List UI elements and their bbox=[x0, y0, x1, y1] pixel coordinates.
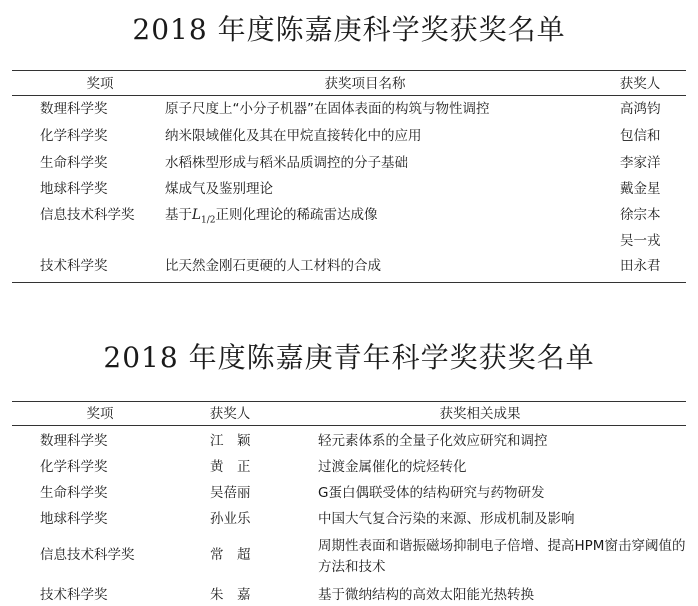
table1-winner: 徐宗本 bbox=[620, 207, 661, 223]
table1-title: 2018 年度陈嘉庚科学奖获奖名单 bbox=[132, 13, 566, 46]
table2-winner: 吴蓓丽 bbox=[210, 485, 251, 501]
table2-header-rule bbox=[12, 425, 686, 426]
table2-award: 化学科学奖 bbox=[40, 459, 108, 475]
table1-header-award: 奖项 bbox=[86, 76, 114, 92]
table1-header-winner: 获奖人 bbox=[619, 76, 661, 92]
table1-winner: 李家洋 bbox=[620, 155, 661, 171]
table1-project: 原子尺度上“小分子机器”在固体表面的构筑与物性调控 bbox=[165, 101, 490, 117]
table2-result: 周期性表面和谐振磁场抑制电子倍增、提高HPM窗击穿阈值的方法和技术 bbox=[318, 538, 686, 575]
table2-title: 2018 年度陈嘉庚青年科学奖获奖名单 bbox=[103, 341, 595, 374]
table1-award: 技术科学奖 bbox=[40, 258, 108, 274]
table2-award: 技术科学奖 bbox=[40, 587, 108, 603]
table1-winner: 高鸿钧 bbox=[620, 101, 661, 117]
table2-award: 数理科学奖 bbox=[40, 433, 108, 449]
table1-project: 比天然金刚石更硬的人工材料的合成 bbox=[165, 258, 381, 274]
table1-header-rule bbox=[12, 95, 686, 96]
table1-award: 数理科学奖 bbox=[40, 101, 108, 117]
table2-header-winner: 获奖人 bbox=[209, 406, 251, 422]
table1-winner: 吴一戎 bbox=[620, 233, 661, 249]
table1-project bbox=[165, 206, 377, 230]
table2-award: 信息技术科学奖 bbox=[40, 547, 135, 563]
table2-award: 生命科学奖 bbox=[40, 485, 108, 501]
project-prefix: 基于 bbox=[165, 207, 192, 223]
table1-winner: 戴金星 bbox=[620, 181, 661, 197]
table2-result: 基于微纳结构的高效太阳能光热转换 bbox=[318, 587, 534, 603]
table1-award: 信息技术科学奖 bbox=[40, 207, 135, 223]
table2-winner: 江 颖 bbox=[210, 433, 251, 449]
table1-award: 生命科学奖 bbox=[40, 155, 108, 171]
table1-award: 化学科学奖 bbox=[40, 128, 108, 144]
table1-project: 纳米限域催化及其在甲烷直接转化中的应用 bbox=[165, 128, 422, 144]
table1-header-project: 获奖项目名称 bbox=[324, 76, 406, 92]
table2-result: 过渡金属催化的烷烃转化 bbox=[318, 459, 467, 475]
table1-bottom-rule bbox=[12, 282, 686, 283]
project-suffix: 正则化理论的稀疏雷达成像 bbox=[215, 207, 378, 223]
table2-header-result: 获奖相关成果 bbox=[439, 406, 521, 422]
table1-top-rule bbox=[12, 70, 686, 71]
table2-winner: 黄 正 bbox=[210, 459, 251, 475]
table2-winner: 常 超 bbox=[210, 547, 251, 563]
table2-award: 地球科学奖 bbox=[40, 511, 108, 527]
table2-top-rule bbox=[12, 401, 686, 402]
table2-result: G蛋白偶联受体的结构研究与药物研发 bbox=[318, 485, 545, 501]
table1-award: 地球科学奖 bbox=[40, 181, 108, 197]
table2-result: 轻元素体系的全量子化效应研究和调控 bbox=[318, 433, 548, 449]
table2-result: 中国大气复合污染的来源、形成机制及影响 bbox=[318, 511, 575, 527]
table1-winner: 田永君 bbox=[620, 258, 661, 274]
table2-winner: 孙业乐 bbox=[210, 511, 251, 527]
math-symbol-l: $L_{1/2}$ bbox=[192, 207, 216, 226]
table2-winner: 朱 嘉 bbox=[210, 587, 251, 603]
table1-winner: 包信和 bbox=[620, 128, 661, 144]
table1-project: 煤成气及鉴别理论 bbox=[165, 181, 273, 197]
table1-project: 水稻株型形成与稻米品质调控的分子基础 bbox=[165, 155, 408, 171]
table2-header-award: 奖项 bbox=[86, 406, 114, 422]
